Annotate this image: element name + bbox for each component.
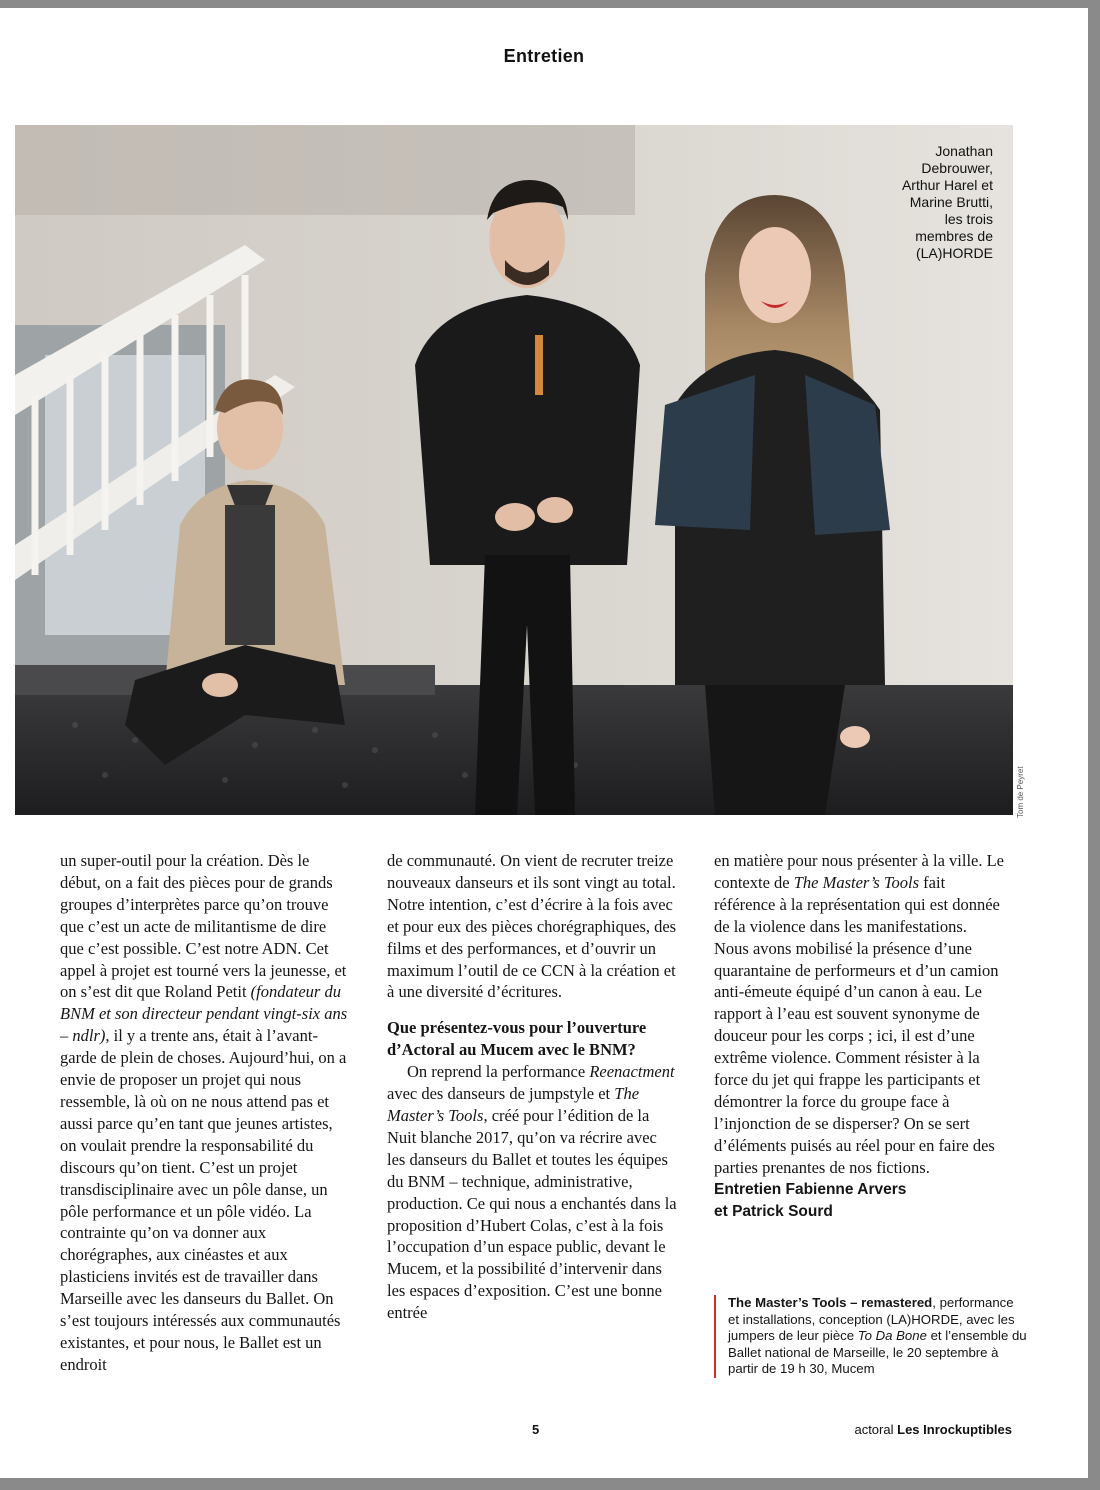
article-column-3: [714, 850, 1004, 1223]
text-run: en matière pour nous présenter à la ville. Le contexte de: [714, 851, 1005, 892]
paragraph: [387, 1061, 677, 1324]
work-title: To Da Bone: [857, 1328, 927, 1343]
paragraph: [60, 850, 350, 1376]
magazine-page: [0, 8, 1088, 1478]
text-run: , créé pour l’édition de la Nuit blanche 2017, qu’on va récrire avec les danseurs du Ballet et toutes les équipes du BNM – technique, administrative, production. Ce qui nous a enchantés dans la proposition d’Hubert Colas, c’est à la fois l’occupation d’un espace public, devant le Mucem, et la possibilité d’intervenir dans les espaces d’exposition. C’est une bonne entrée: [387, 1105, 677, 1323]
text-run: un super-outil pour la création. Dès le début, on a fait des pièces pour de grands groupes d’interprètes parce qu’on trouve que c’est un acte de militantisme de dire que c’est possible. C’est notre ADN. Cet appel à projet est tourné vers la jeunesse, et on s’est dit que Roland Petit: [60, 851, 347, 1002]
text-run: fait référence à la représentation qui est donnée de la violence dans les manifestations. Nous avons mobilisé la présence d’une quarantaine de performeurs et d’un camion anti-émeute équipé d’un canon à eau. Le rapport à l’eau est souvent synonyme de douceur pour les corps ; ici, il est d’une extrême violence. Comment résister à la force du jet qui frappe les participants et démontrer la force du groupe face à l’injonction de se disperser? On se sert d’éléments puisés au réel pour en faire des parties prenantes de nos fictions.: [714, 872, 1000, 1177]
interview-byline: [714, 1179, 1004, 1223]
event-title: The Master’s Tools – remastered: [728, 1295, 933, 1310]
photo-credit: Tom de Peyret: [1016, 766, 1025, 818]
section-title: Entretien: [503, 46, 585, 66]
group-portrait-photo: [15, 125, 1013, 815]
paragraph: [714, 850, 1004, 1179]
text-run: avec des danseurs de jumpstyle et: [387, 1084, 615, 1104]
text-run: On reprend la performance: [407, 1062, 590, 1082]
page-number: 5: [532, 1422, 540, 1437]
event-info-box: [714, 1295, 1028, 1378]
brand-actoral: actoral: [854, 1422, 894, 1437]
work-title: The Master’s Tools: [793, 872, 920, 892]
editor-note: (fondateur du BNM et son directeur pendant vingt-six ans – ndlr): [60, 982, 348, 1046]
paragraph: de communauté. On vient de recruter treize nouveaux danseurs et ils sont vingt au total. Notre intention, c’est d’écrire à la fois avec et pour eux des pièces chorégraphiques, des films et des performances, et d’ouvrir un maximum l’outil de ce CCN à la création et à une diversité d’écritures.: [387, 851, 677, 1002]
article-column-2: [387, 850, 677, 1324]
interview-question: Que présentez-vous pour l’ouverture d’Actoral au Mucem avec le BNM?: [387, 1018, 647, 1060]
text-run: et l’ensemble du Ballet national de Marseille, le 20 septembre à partir de 19 h 30, Mucem: [728, 1328, 1027, 1376]
photo-caption: Jonathan Debrouwer, Arthur Harel et Marine Brutti, les trois membres de (LA)HORDE: [901, 143, 993, 261]
article-column-1: [60, 850, 350, 1376]
work-title: Reenactment: [589, 1062, 675, 1082]
text-run: , performance et installations, conception (LA)HORDE, avec les jumpers de leur pièce: [728, 1295, 1015, 1343]
work-title: The Master’s Tools: [387, 1084, 640, 1125]
text-run: , il y a trente ans, était à l’avant-garde de plein de choses. Aujourd’hui, on a envie de proposer un projet qui nous ressemble, là où on ne nous attend pas et aussi parce qu’en tant que jeunes artistes, on voulait prendre la responsabilité du discours qu’on tient. C’est un projet transdisciplinaire avec un pôle danse, un pôle performance et un pôle vidéo. La contrainte qu’on va donner aux chorégraphes, aux cinéastes et aux plasticiens invités est de travailler dans Marseille avec les danseurs du Ballet. On s’est toujours intéressés aux communautés existantes, et pour nous, le Ballet est un endroit: [60, 1026, 347, 1374]
footer-brand: [854, 1422, 1012, 1437]
brand-magazine: Les Inrockuptibles: [897, 1422, 1012, 1437]
byline-line: et Patrick Sourd: [714, 1202, 833, 1220]
byline-line: Entretien Fabienne Arvers: [714, 1180, 907, 1198]
